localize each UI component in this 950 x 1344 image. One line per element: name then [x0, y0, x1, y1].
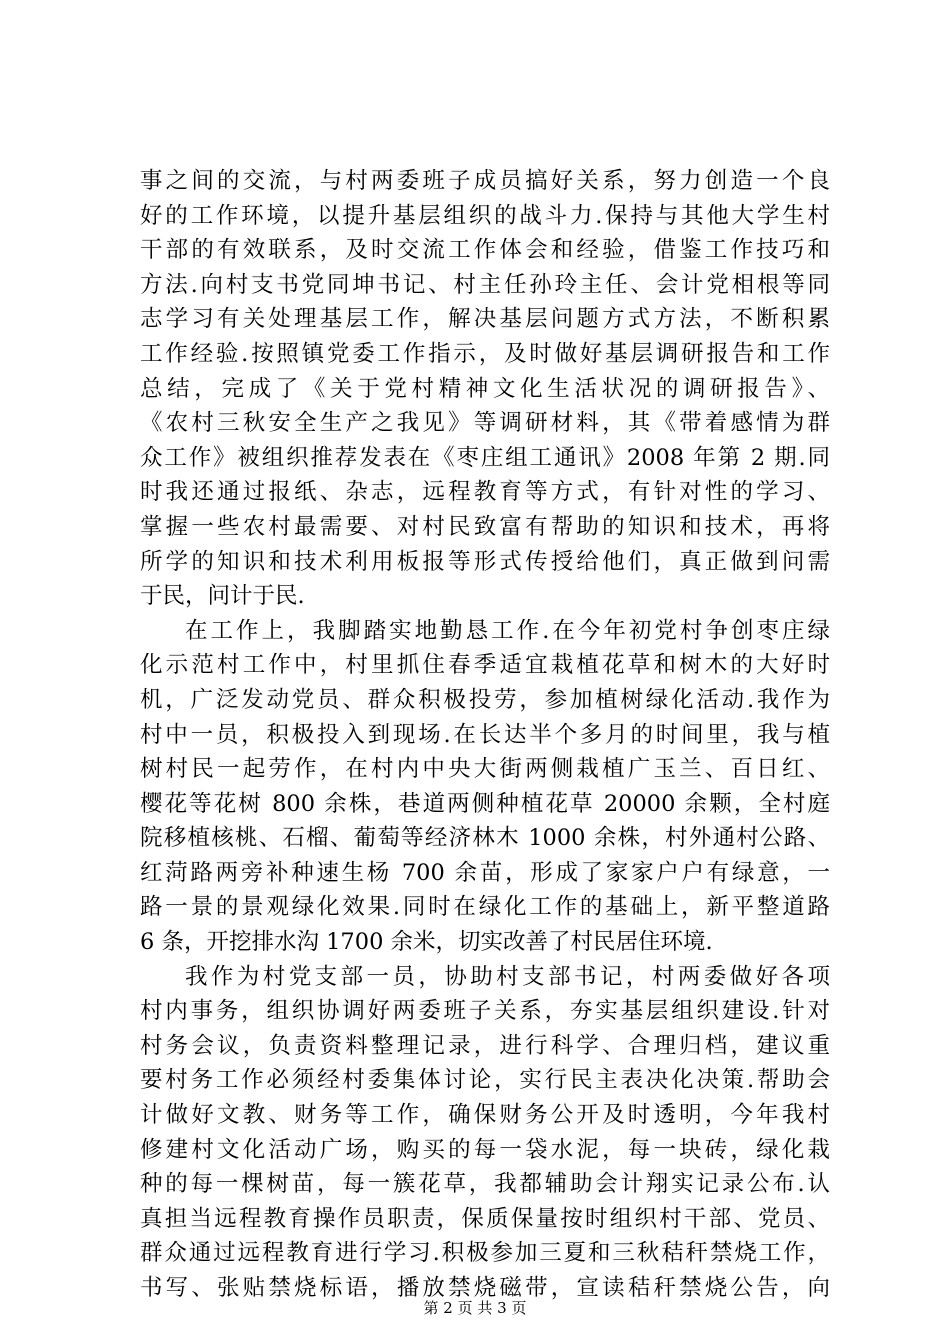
page-number-footer: 第 2 页 共 3 页 — [423, 1299, 527, 1317]
text-line: 村中一员，积极投入到现场.在长达半个多月的时间里，我与植 — [140, 721, 830, 748]
text-line: 工作经验.按照镇党委工作指示，及时做好基层调研报告和工作 — [140, 340, 830, 367]
text-line: 《农村三秋安全生产之我见》等调研材料，其《带着感情为群 — [140, 410, 830, 437]
text-line: 总结，完成了《关于党村精神文化生活状况的调研报告》、 — [140, 375, 830, 402]
document-body — [140, 164, 830, 1306]
text-line: 树村民一起劳作，在村内中央大街两侧栽植广玉兰、百日红、 — [140, 756, 830, 783]
text-line: 修建村文化活动广场，购买的每一袋水泥，每一块砖，绿化栽 — [140, 1136, 830, 1163]
text-line: 好的工作环境，以提升基层组织的战斗力.保持与其他大学生村 — [140, 202, 830, 229]
text-line: 方法.向村支书党同坤书记、村主任孙玲主任、会计党相根等同 — [140, 271, 830, 298]
paragraph-first-line: 我作为村党支部一员，协助村支部书记，村两委做好各项 — [185, 963, 830, 990]
text-line: 计做好文教、财务等工作，确保财务公开及时透明，今年我村 — [140, 1102, 830, 1129]
text-line: 真担当远程教育操作员职责，保质保量按时组织村干部、党员、 — [140, 1205, 830, 1232]
text-line: 干部的有效联系，及时交流工作体会和经验，借鉴工作技巧和 — [140, 237, 830, 264]
text-line: 书写、张贴禁烧标语，播放禁烧磁带，宣读秸秆禁烧公告，向 — [140, 1275, 830, 1301]
text-line: 红菏路两旁补种速生杨 700 余苗，形成了家家户户有绿意，一 — [140, 859, 830, 886]
text-line: 化示范村工作中，村里抓住春季适宜栽植花草和树木的大好时 — [140, 652, 830, 679]
text-line: 所学的知识和技术利用板报等形式传授给他们，真正做到问需 — [140, 548, 830, 575]
text-line: 路一景的景观绿化效果.同时在绿化工作的基础上，新平整道路 — [140, 894, 830, 921]
text-line: 于民，问计于民. — [140, 583, 305, 610]
text-line: 事之间的交流，与村两委班子成员搞好关系，努力创造一个良 — [140, 168, 830, 194]
text-line: 樱花等花树 800 余株，巷道两侧种植花草 20000 余颗，全村庭 — [140, 790, 830, 817]
text-line: 村务会议，负责资料整理记录，进行科学、合理归档，建议重 — [140, 1032, 830, 1059]
paragraph-first-line: 在工作上，我脚踏实地勤恳工作.在今年初党村争创枣庄绿 — [185, 617, 830, 644]
text-line: 村内事务，组织协调好两委班子关系，夯实基层组织建设.针对 — [140, 998, 830, 1025]
text-line: 种的每一棵树苗，每一簇花草，我都辅助会计翔实记录公布.认 — [140, 1171, 830, 1198]
text-line: 志学习有关处理基层工作，解决基层问题方式方法，不断积累 — [140, 306, 830, 333]
text-line: 掌握一些农村最需要、对村民致富有帮助的知识和技术，再将 — [140, 513, 830, 540]
text-line: 院移植核桃、石榴、葡萄等经济林木 1000 余株，村外通村公路、 — [140, 825, 830, 852]
text-line: 要村务工作必须经村委集体讨论，实行民主表决化决策.帮助会 — [140, 1067, 830, 1094]
text-line: 群众通过远程教育进行学习.积极参加三夏和三秋秸秆禁烧工作， — [140, 1240, 830, 1267]
text-line: 时我还通过报纸、杂志，远程教育等方式，有针对性的学习、 — [140, 479, 830, 506]
text-line: 6 条，开挖排水沟 1700 余米，切实改善了村民居住环境. — [140, 929, 713, 956]
text-line: 机，广泛发动党员、群众积极投劳，参加植树绿化活动.我作为 — [140, 686, 830, 713]
text-line: 众工作》被组织推荐发表在《枣庄组工通讯》2008 年第 2 期.同 — [140, 444, 830, 471]
